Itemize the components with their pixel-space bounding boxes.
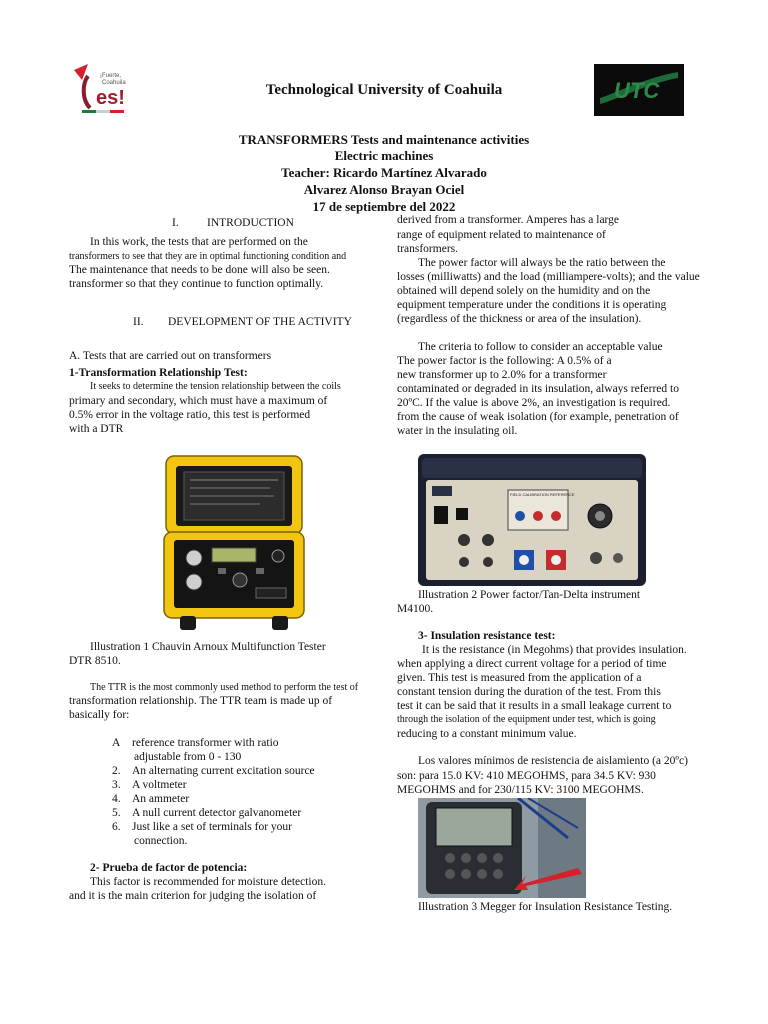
list-item: A reference transformer with ratio xyxy=(112,737,279,749)
svg-text:¡Fuerte,: ¡Fuerte, xyxy=(100,73,122,79)
ttr-components-list xyxy=(112,736,368,848)
caption-3: Illustration 3 Megger for Insulation Resistance Testing. xyxy=(418,901,673,913)
teacher-line: Teacher: Ricardo Martínez Alvarado xyxy=(281,165,487,180)
dev-heading-number: II. xyxy=(133,316,144,328)
criteria-line-1: The criteria to follow to consider an acceptable value xyxy=(418,341,663,353)
intro-line-1: In this work, the tests that are performed on the xyxy=(90,236,308,248)
ttr2-line-2: transformation relationship. The TTR team is made up of xyxy=(69,695,333,707)
insulation-line-1: It is the resistance (in Megohms) that provides insulation. xyxy=(422,644,687,656)
list-item: 6. Just like a set of terminals for your xyxy=(112,821,293,833)
right-line-5: losses (milliwatts) and the load (milliampere-volts); and the value xyxy=(397,271,700,283)
svg-text:es!: es! xyxy=(96,87,125,109)
min-values-line-3: MEGOHMS and for 230/115 KV: 3100 MEGOHMS. xyxy=(397,784,644,796)
date-line: 17 de septiembre del 2022 xyxy=(312,199,456,214)
intro-line-3: The maintenance that needs to be done will also be seen. xyxy=(69,264,330,276)
ttr-line-1: It seeks to determine the tension relationship between the coils xyxy=(90,381,341,392)
svg-text:Coahuila: Coahuila xyxy=(102,80,126,86)
intro-line-2: transformers to see that they are in optimal functioning condition and xyxy=(69,251,347,262)
right-line-1: derived from a transformer. Amperes has a large xyxy=(397,214,620,226)
right-line-3: transformers. xyxy=(397,243,458,255)
subsection-a: A. Tests that are carried out on transformers xyxy=(69,350,272,362)
criteria-line-7: water in the insulating oil. xyxy=(397,425,518,437)
right-line-7: equipment temperature under the conditions it is operating xyxy=(397,299,667,311)
intro-line-4: transformer so that they continue to function optimally. xyxy=(69,278,324,290)
document-title: TRANSFORMERS Tests and maintenance activities xyxy=(238,132,530,147)
list-item: 2. An alternating current excitation source xyxy=(112,765,315,777)
intro-heading-number: I. xyxy=(172,217,179,229)
right-line-4: The power factor will always be the ratio between the xyxy=(418,257,666,269)
svg-text:FIELD CALIBRATION REFERENCE: FIELD CALIBRATION REFERENCE xyxy=(510,492,575,497)
caption-1-line-1: Illustration 1 Chauvin Arnoux Multifunction Tester xyxy=(90,641,326,653)
dev-heading: DEVELOPMENT OF THE ACTIVITY xyxy=(168,316,352,328)
list-item-continuation: adjustable from 0 - 130 xyxy=(134,751,242,763)
caption-1-line-2: DTR 8510. xyxy=(69,655,121,667)
caption-2-line-2: M4100. xyxy=(397,603,434,615)
pf-line-2: and it is the main criterion for judging the isolation of xyxy=(69,890,317,902)
insulation-line-2: when applying a direct current voltage for a period of time xyxy=(397,658,667,670)
right-line-2: range of equipment related to maintenance of xyxy=(397,229,606,241)
insulation-line-6: through the isolation of the equipment under test, which is going xyxy=(397,714,656,725)
author-line: Alvarez Alonso Brayan Ociel xyxy=(303,182,465,197)
ttr-line-2: primary and secondary, which must have a maximum of xyxy=(69,395,328,407)
list-item-continuation: connection. xyxy=(134,835,188,847)
svg-text:UTC: UTC xyxy=(614,78,660,103)
ttr2-line-3: basically for: xyxy=(69,709,130,721)
university-title: Technological University of Coahuila xyxy=(265,82,503,98)
insulation-line-4: constant tension during the duration of the test. From this xyxy=(397,686,661,698)
right-line-6: obtained will depend solely on the humidity and on the xyxy=(397,285,651,297)
ttr-heading: 1-Transformation Relationship Test: xyxy=(69,367,248,379)
insulation-line-5: test it can be said that it results in a small leakage current to xyxy=(397,700,672,712)
m4100-instrument-photo xyxy=(418,454,646,586)
intro-heading: INTRODUCTION xyxy=(207,217,294,229)
pf-heading: 2- Prueba de factor de potencia: xyxy=(90,862,248,874)
min-values-line-1: Los valores mínimos de resistencia de aislamiento (a 20ºc) xyxy=(418,755,688,767)
criteria-line-2: The power factor is the following: A 0.5% of a xyxy=(397,355,612,367)
pf-line-1: This factor is recommended for moisture detection. xyxy=(90,876,326,888)
utc-logo xyxy=(594,64,684,116)
right-line-8: (regardless of the thickness or area of the insulation). xyxy=(397,313,642,325)
dtr-tester-photo xyxy=(160,452,308,634)
caption-2-line-1: Illustration 2 Power factor/Tan-Delta instrument xyxy=(418,589,641,601)
criteria-line-4: contaminated or degraded in its insulation, always referred to xyxy=(397,383,679,395)
criteria-line-3: new transformer up to 2.0% for a transformer xyxy=(397,369,607,381)
insulation-line-3: given. This test is measured from the application of a xyxy=(397,672,642,684)
ttr-line-4: with a DTR xyxy=(69,423,124,435)
subject-line: Electric machines xyxy=(334,148,434,163)
list-item: 5. A null current detector galvanometer xyxy=(112,807,302,819)
ttr-line-3: 0.5% error in the voltage ratio, this test is performed xyxy=(69,409,311,421)
criteria-line-6: from the cause of weak isolation (for example, penetration of xyxy=(397,411,679,423)
insulation-line-7: reducing to a constant minimum value. xyxy=(397,728,577,740)
megger-photo xyxy=(418,798,586,898)
list-item: 4. An ammeter xyxy=(112,793,190,805)
insulation-heading: 3- Insulation resistance test: xyxy=(418,630,556,642)
ttr2-line-1: The TTR is the most commonly used method to perform the test of xyxy=(90,682,359,693)
list-item: 3. A voltmeter xyxy=(112,779,187,791)
criteria-line-5: 20ºC. If the value is above 2%, an investigation is required. xyxy=(397,397,671,409)
min-values-line-2: son: para 15.0 KV: 410 MEGOHMS, para 34.5 KV: 930 xyxy=(397,770,656,782)
